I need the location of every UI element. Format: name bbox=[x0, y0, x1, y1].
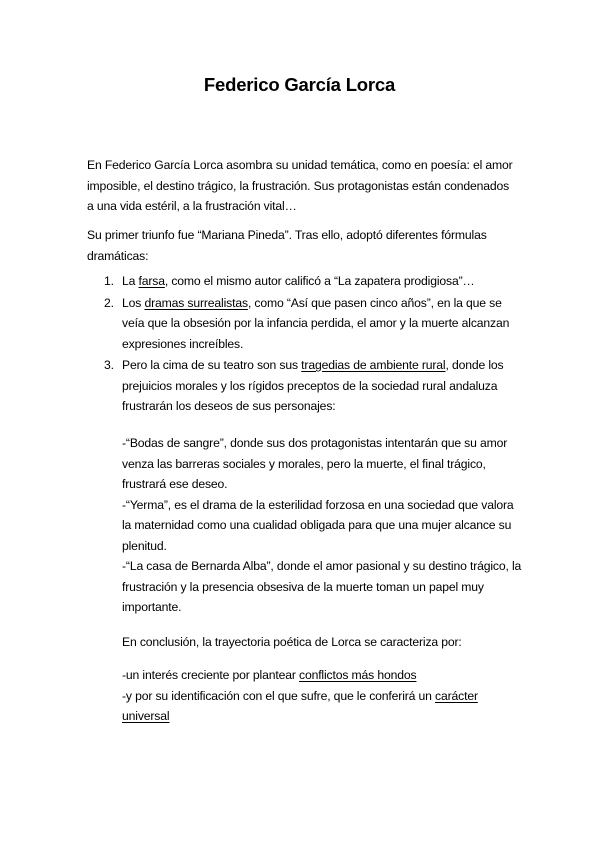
trait-text-pre: -un interés creciente por plantear bbox=[122, 668, 299, 682]
trait-term: carácter universal bbox=[122, 688, 478, 723]
list-item bbox=[0, 355, 517, 417]
tragedy-bodas-de-sangre: -“Bodas de sangre”, donde sus dos protagonistas intentarán que su amor venza las barreras sociales y morales, pero la muerte, el final trágico, frustrará ese deseo. bbox=[122, 436, 508, 491]
list-item bbox=[0, 271, 517, 292]
list-text-post: , donde los prejuicios morales y los rígidos preceptos de la sociedad rural andaluza frustrarán los deseos de sus personajes: bbox=[122, 358, 504, 413]
list-term: tragedias de ambiente rural bbox=[301, 358, 446, 372]
trait-term: conflictos más hondos bbox=[299, 668, 417, 682]
tragedy-yerma: -“Yerma”, es el drama de la esterilidad forzosa en una sociedad que valora la maternidad como una cualidad obligada para que una mujer alcance su plenitud. bbox=[122, 497, 514, 553]
tragedies-block bbox=[122, 433, 522, 618]
tragedy-casa-bernarda-alba: -“La casa de Bernarda Alba”, donde el amor pasional y su destino trágico, la frustración y la presencia obsesiva de la muerte toman un papel muy importante. bbox=[122, 559, 522, 614]
trait-item bbox=[122, 665, 522, 686]
list-number: 3. bbox=[104, 358, 114, 372]
list-text-pre: La bbox=[122, 274, 139, 288]
document-title: Federico García Lorca bbox=[203, 74, 396, 95]
list-number: 1. bbox=[104, 274, 114, 288]
first-success-paragraph: Su primer triunfo fue “Mariana Pineda”. Tras ello, adoptó diferentes fórmulas dramáticas: bbox=[87, 228, 487, 263]
list-number: 2. bbox=[104, 295, 114, 310]
conclusion-paragraph: En conclusión, la trayectoria poética de Lorca se caracteriza por: bbox=[122, 635, 462, 649]
list-text-post: , como el mismo autor calificó a “La zapatera prodigiosa”… bbox=[164, 274, 475, 288]
list-term: dramas surrealistas bbox=[144, 295, 248, 310]
list-term: farsa bbox=[138, 274, 165, 288]
intro-paragraph: En Federico García Lorca asombra su unidad temática, como en poesía: el amor imposible, el destino trágico, la frustración. Sus protagonistas están condenados a una vida estéril, a la frustración vital… bbox=[87, 158, 513, 213]
list-text-post: , como “Así que pasen cinco años”, en la que se veía que la obsesión por la infancia perdida, el amor y la muerte alcanzan expresiones increíbles. bbox=[122, 295, 510, 351]
dramatic-formulas-list bbox=[0, 271, 517, 418]
traits-block bbox=[122, 665, 522, 727]
trait-text-pre: -y por su identificación con el que sufre, que le conferirá un bbox=[122, 688, 436, 703]
trait-item bbox=[122, 686, 522, 727]
list-text-pre: Pero la cima de su teatro son sus bbox=[122, 358, 302, 372]
list-item bbox=[0, 293, 517, 355]
list-text-pre: Los bbox=[122, 295, 145, 310]
